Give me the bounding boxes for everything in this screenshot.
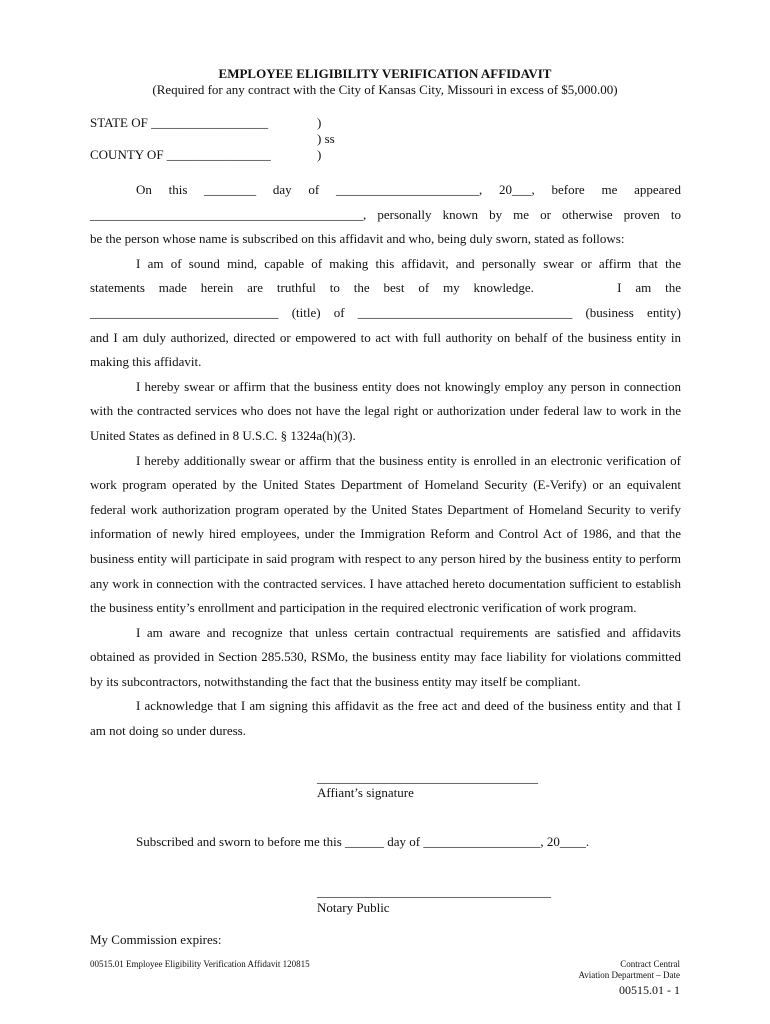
footer-document-id: 00515.01 Employee Eligibility Verification Affidavit 120815 bbox=[90, 959, 310, 969]
affiant-signature-label: Affiant’s signature bbox=[317, 785, 414, 800]
appearance-paragraph bbox=[90, 178, 681, 203]
footer-contract-central: Contract Central bbox=[620, 959, 680, 969]
county-line: COUNTY OF ________________ bbox=[90, 147, 271, 162]
document-title: EMPLOYEE ELIGIBILITY VERIFICATION AFFIDAVIT bbox=[218, 66, 552, 81]
liability-paragraph: I am aware and recognize that unless certain contractual requirements are satisfied and affidavits obtained as provided in Section 285.530, RSMo, the business entity may face liability for violations committed by its subcontractors, notwithstanding the fact that the business entity may itself be compliant. bbox=[90, 624, 681, 689]
venue-paren-top: ) bbox=[317, 115, 322, 130]
commission-expires: My Commission expires: bbox=[90, 932, 222, 947]
venue-paren-bottom: ) bbox=[317, 147, 322, 162]
affiant-signature-line[interactable]: __________________________________ bbox=[317, 770, 538, 785]
page-number: 00515.01 - 1 bbox=[619, 983, 680, 997]
notary-public-label: Notary Public bbox=[317, 900, 390, 915]
state-line: STATE OF __________________ bbox=[90, 115, 269, 130]
appearance-line-1: On this ________ day of ______________________, 20___, before me appeared bbox=[136, 182, 681, 197]
affidavit-body bbox=[90, 178, 681, 744]
footer-department-date: Aviation Department – Date bbox=[578, 970, 680, 980]
sworn-statement: Subscribed and sworn to before me this ______ day of __________________, 20____. bbox=[136, 834, 590, 849]
venue-paren-ss: ) ss bbox=[317, 131, 335, 146]
free-act-paragraph: I acknowledge that I am signing this affidavit as the free act and deed of the business entity and that I am not doing so under duress. bbox=[90, 698, 681, 739]
capacity-rest: and I am duly authorized, directed or empowered to act with full authority on behalf of the business entity in making this affidavit. bbox=[90, 329, 681, 370]
capacity-line-3: _____________________________ (title) of _________________________________ (business entity) bbox=[90, 304, 681, 320]
capacity-line-2: statements made herein are truthful to the best of my knowledge. I am the bbox=[90, 280, 681, 296]
capacity-paragraph bbox=[90, 252, 681, 277]
no-unauthorized-workers-paragraph: I hereby swear or affirm that the business entity does not knowingly employ any person in connection with the contracted services who does not have the legal right or authorization under federal law to work in the United States as defined in 8 U.S.C. § 1324a(h)(3). bbox=[90, 378, 681, 443]
appearance-line-3: be the person whose name is subscribed on this affidavit and who, being duly sworn, stated as follows: bbox=[90, 231, 625, 247]
capacity-line-1: I am of sound mind, capable of making this affidavit, and personally swear or affirm that the bbox=[136, 255, 681, 271]
appearance-line-2: __________________________________________, personally known by me or otherwise proven to bbox=[90, 206, 681, 222]
e-verify-paragraph: I hereby additionally swear or affirm that the business entity is enrolled in an electronic verification of work program operated by the United States Department of Homeland Security (E-Verify) or an equivalent federal work authorization program operated by the United States Department of Homeland Security to verify information of newly hired employees, under the Immigration Reform and Control Act of 1986, and that the business entity will participate in said program with respect to any person hired by the business entity to perform any work in connection with the contracted services. I have attached hereto documentation sufficient to establish the business entity’s enrollment and participation in the required electronic verification of work program. bbox=[90, 452, 681, 616]
document-subtitle: (Required for any contract with the City of Kansas City, Missouri in excess of $5,000.00) bbox=[152, 82, 618, 97]
notary-signature-line[interactable]: ____________________________________ bbox=[317, 884, 551, 899]
